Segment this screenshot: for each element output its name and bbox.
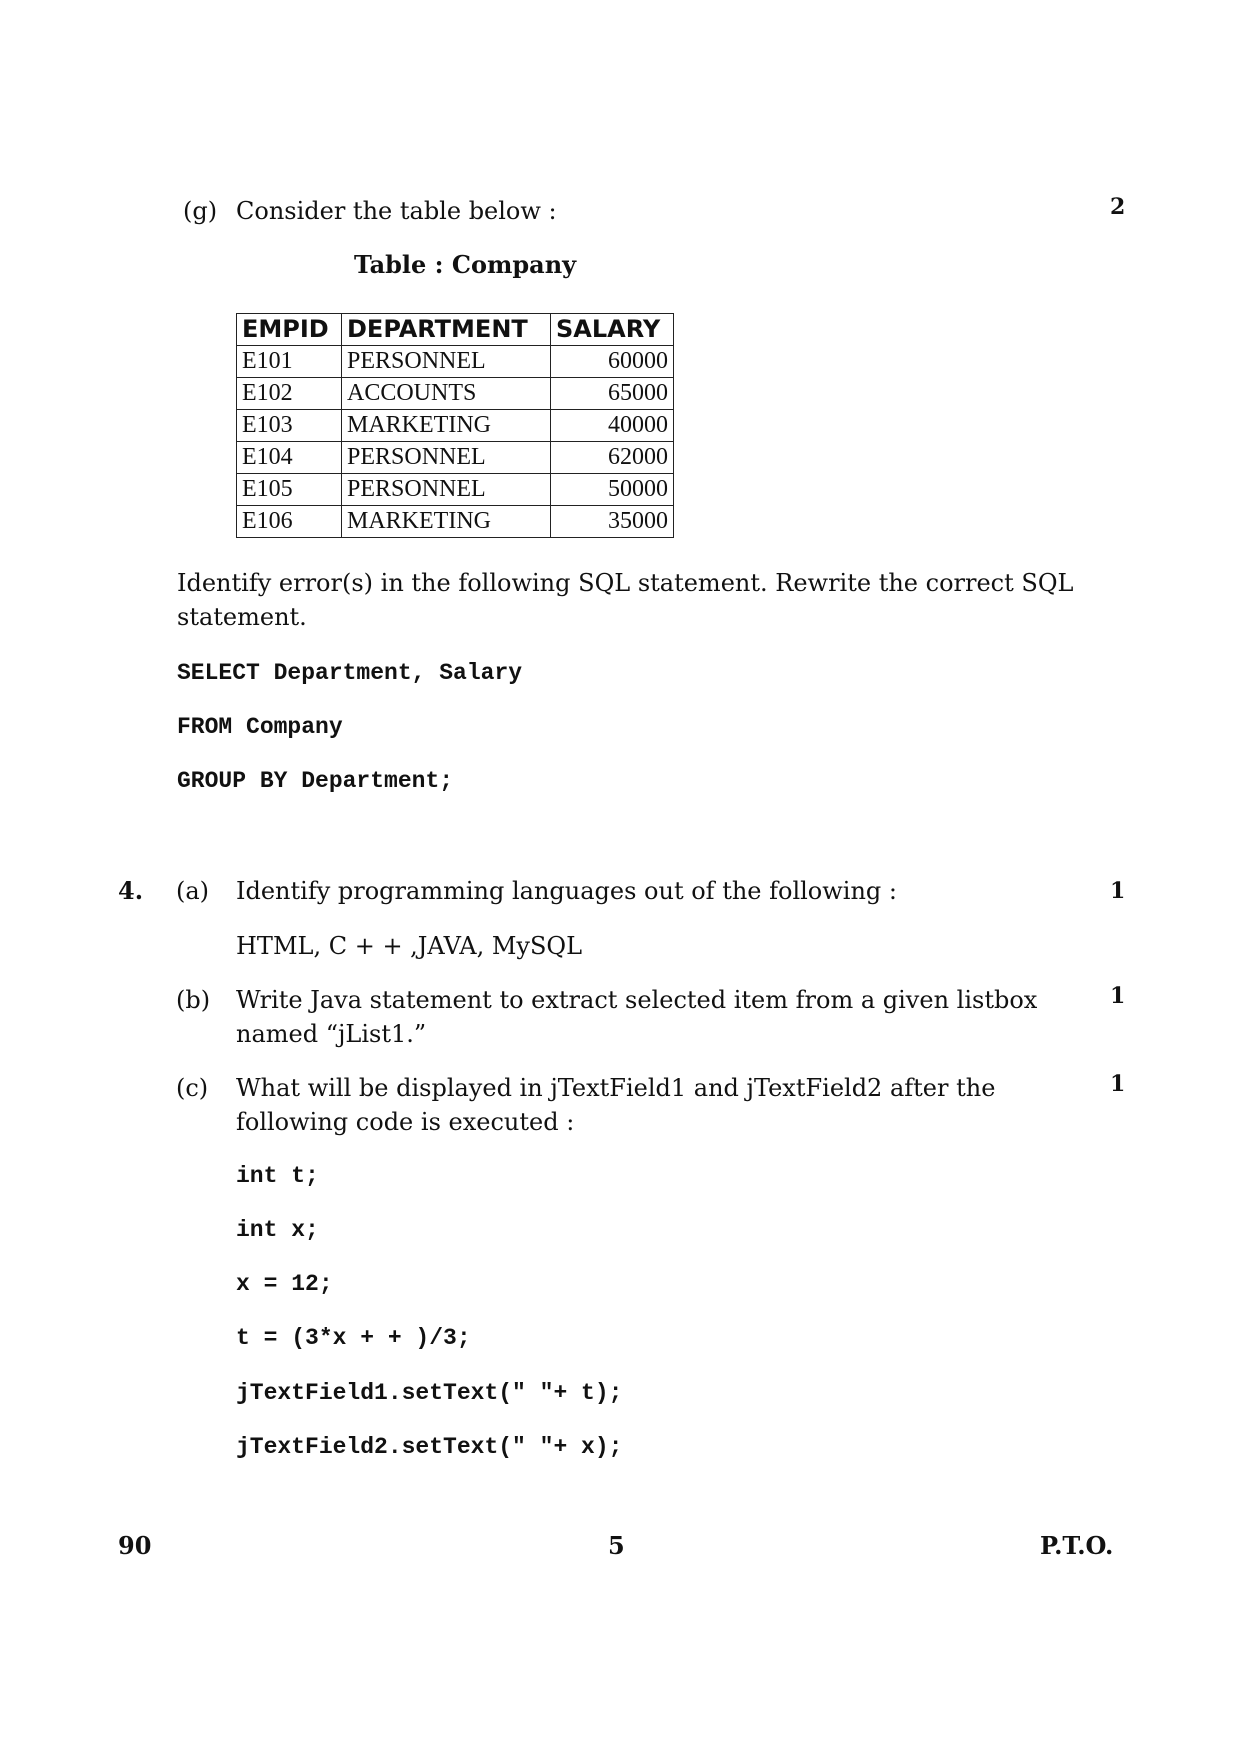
question-label-b: (b) [176, 986, 211, 1014]
cell-department: MARKETING [342, 410, 551, 442]
header-salary: SALARY [551, 314, 674, 346]
code-line: jTextField2.setText(" "+ x); [236, 1434, 623, 1460]
footer-paper-code: 90 [118, 1531, 152, 1560]
question-b-text: Write Java statement to extract selected item from a given listbox named “jList1.” [236, 986, 1038, 1048]
cell-salary: 62000 [551, 442, 674, 474]
cell-department: PERSONNEL [342, 474, 551, 506]
question-a-options: HTML, C + + ,JAVA, MySQL [236, 932, 583, 960]
cell-empid: E106 [237, 506, 342, 538]
table-row [237, 378, 674, 410]
table-row [237, 506, 674, 538]
cell-empid: E103 [237, 410, 342, 442]
code-line: jTextField1.setText(" "+ t); [236, 1380, 623, 1406]
cell-salary: 35000 [551, 506, 674, 538]
marks-g: 2 [1110, 194, 1126, 220]
sql-instruction: Identify error(s) in the following SQL statement. Rewrite the correct SQL statement. [177, 569, 1074, 631]
cell-empid: E101 [237, 346, 342, 378]
code-line: int t; [236, 1163, 319, 1189]
table-row [237, 474, 674, 506]
company-table [236, 313, 674, 538]
cell-empid: E105 [237, 474, 342, 506]
code-line: x = 12; [236, 1271, 333, 1297]
cell-empid: E102 [237, 378, 342, 410]
cell-department: PERSONNEL [342, 442, 551, 474]
sql-line: FROM Company [177, 714, 343, 740]
question-a-text: Identify programming languages out of the following : [236, 877, 898, 905]
cell-department: MARKETING [342, 506, 551, 538]
footer-pto: P.T.O. [1040, 1531, 1114, 1560]
header-empid: EMPID [237, 314, 342, 346]
cell-department: ACCOUNTS [342, 378, 551, 410]
cell-salary: 65000 [551, 378, 674, 410]
code-line: t = (3*x + + )/3; [236, 1325, 471, 1351]
code-line: int x; [236, 1217, 319, 1243]
question-label-g: (g) [183, 197, 218, 225]
table-header-row [237, 314, 674, 346]
table-row [237, 442, 674, 474]
cell-salary: 60000 [551, 346, 674, 378]
cell-salary: 50000 [551, 474, 674, 506]
cell-department: PERSONNEL [342, 346, 551, 378]
footer-page-number: 5 [608, 1531, 625, 1560]
table-row [237, 410, 674, 442]
table-title: Table : Company [354, 250, 577, 279]
cell-salary: 40000 [551, 410, 674, 442]
question-g-prompt: Consider the table below : [236, 197, 557, 225]
sql-line: GROUP BY Department; [177, 768, 454, 794]
header-department: DEPARTMENT [342, 314, 551, 346]
marks-b: 1 [1110, 983, 1126, 1009]
question-label-c: (c) [176, 1074, 209, 1102]
marks-c: 1 [1110, 1071, 1126, 1097]
question-number-4: 4. [118, 876, 144, 905]
table-row [237, 346, 674, 378]
cell-empid: E104 [237, 442, 342, 474]
question-label-a: (a) [176, 877, 210, 905]
sql-line: SELECT Department, Salary [177, 660, 523, 686]
question-c-text: What will be displayed in jTextField1 and jTextField2 after the following code is executed : [236, 1074, 996, 1136]
marks-a: 1 [1110, 878, 1126, 904]
